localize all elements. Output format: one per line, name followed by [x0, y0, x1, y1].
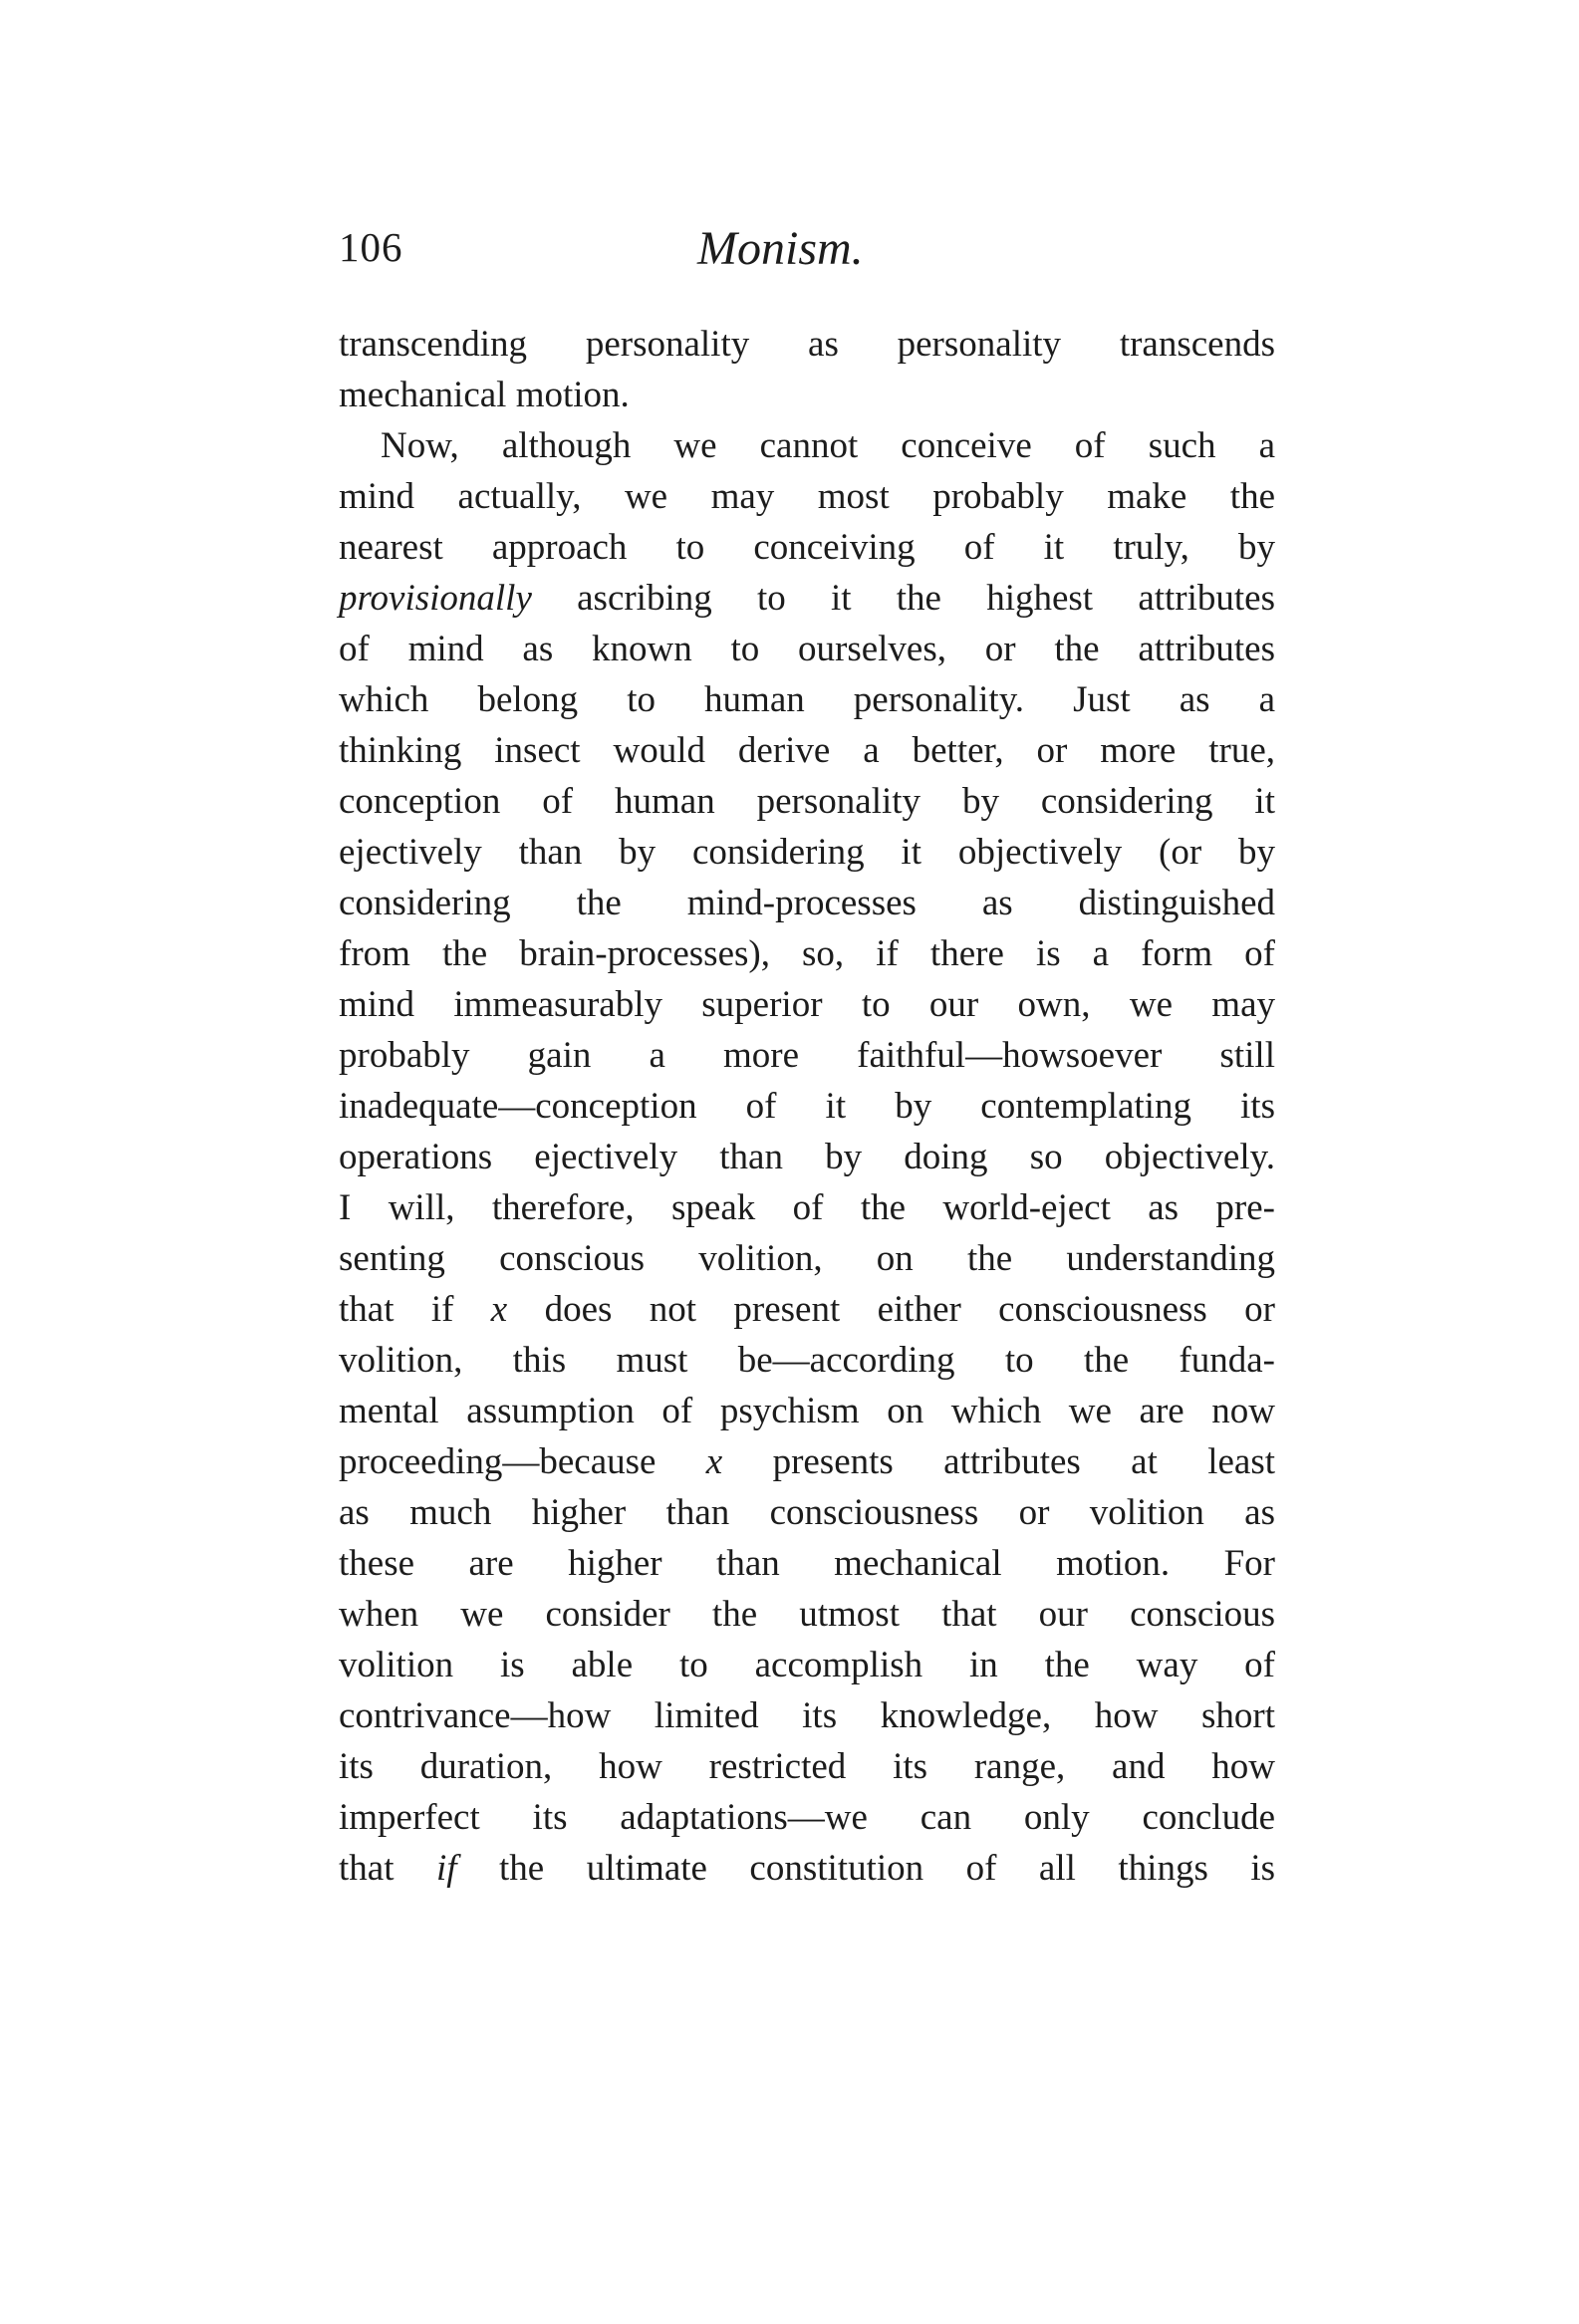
text-line: of mind as known to ourselves, or the attributes — [339, 629, 1275, 669]
text-line: operations ejectively than by doing so objectively. — [339, 1137, 1275, 1177]
text-line: when we consider the utmost that our conscious — [339, 1594, 1275, 1635]
text-line: senting conscious volition, on the understanding — [339, 1238, 1275, 1279]
italic-variable: x — [490, 1289, 508, 1330]
text-line: mental assumption of psychism on which we are now — [339, 1391, 1275, 1431]
body-text — [339, 319, 1275, 1894]
text-line: mind immeasurably superior to our own, we may — [339, 984, 1275, 1025]
line-text: does not present either consciousness or — [507, 1289, 1275, 1330]
text-line: conception of human personality by considering it — [339, 781, 1275, 822]
text-line — [339, 1436, 1275, 1487]
text-line: ejectively than by considering it objectively (or by — [339, 832, 1275, 873]
text-line: I will, therefore, speak of the world-eject as pre- — [339, 1187, 1275, 1228]
text-line: mechanical motion. — [339, 375, 630, 415]
text-line: Now, although we cannot conceive of such a — [381, 425, 1275, 466]
text-line: volition, this must be—according to the funda- — [339, 1340, 1275, 1381]
text-line: thinking insect would derive a better, or more true, — [339, 730, 1275, 771]
text-line: contrivance—how limited its knowledge, how short — [339, 1695, 1275, 1736]
text-line: transcending personality as personality transcends — [339, 324, 1275, 365]
text-line: nearest approach to conceiving of it truly, by — [339, 527, 1275, 568]
text-line: probably gain a more faithful—howsoever still — [339, 1035, 1275, 1076]
text-line — [339, 1284, 1275, 1335]
line-text: ascribing to it the highest attributes — [531, 578, 1275, 619]
page-number: 106 — [339, 224, 403, 270]
text-line — [339, 573, 1275, 624]
text-line: imperfect its adaptations—we can only conclude — [339, 1797, 1275, 1838]
italic-word: provisionally — [339, 578, 532, 619]
text-line: which belong to human personality. Just as a — [339, 679, 1275, 720]
running-title: Monism. — [697, 222, 864, 275]
italic-variable: x — [705, 1441, 723, 1482]
text-line: from the brain-processes), so, if there is a form of — [339, 933, 1275, 974]
text-line: inadequate—conception of it by contemplating its — [339, 1086, 1275, 1127]
text-line: mind actually, we may most probably make the — [339, 476, 1275, 517]
text-line: these are higher than mechanical motion. For — [339, 1543, 1275, 1584]
line-text: that if — [339, 1289, 491, 1330]
line-text: presents attributes at least — [722, 1441, 1275, 1482]
line-text: the ultimate constitution of all things is — [456, 1848, 1276, 1889]
italic-word: if — [435, 1848, 457, 1889]
text-line: considering the mind-processes as distinguished — [339, 883, 1275, 923]
text-line: its duration, how restricted its range, and how — [339, 1746, 1275, 1787]
line-text: that — [339, 1848, 436, 1889]
text-line — [339, 1843, 1275, 1894]
text-line: as much higher than consciousness or volition as — [339, 1492, 1275, 1533]
line-text: proceeding—because — [339, 1441, 706, 1482]
text-line: volition is able to accomplish in the way of — [339, 1645, 1275, 1685]
